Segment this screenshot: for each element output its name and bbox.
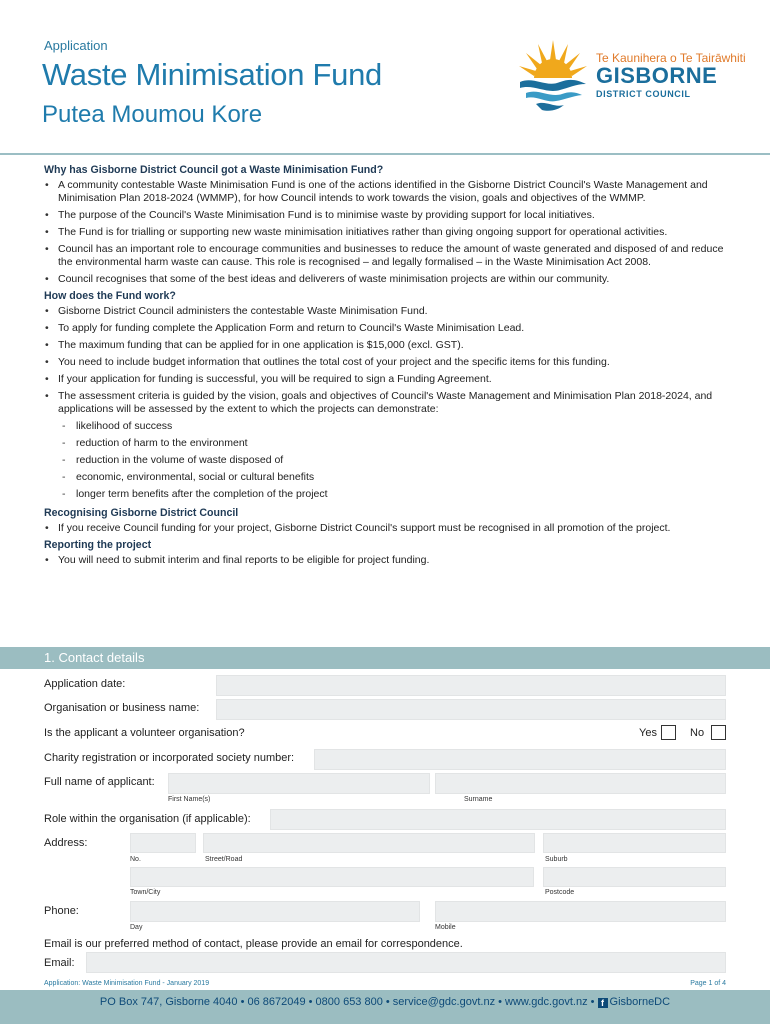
org-name-label: Organisation or business name: bbox=[44, 702, 200, 714]
list-item: • If you receive Council funding for your project, Gisborne District Council's support must be recognised in all promotion of the project. bbox=[44, 522, 734, 535]
page-subtitle: Putea Moumou Kore bbox=[42, 101, 263, 128]
surname-field[interactable] bbox=[435, 773, 726, 794]
email-field[interactable] bbox=[86, 952, 726, 973]
logo-tagline: Te Kaunihera o Te Tairāwhiti bbox=[596, 51, 746, 65]
email-label: Email: bbox=[44, 957, 75, 969]
suburb-caption: Suburb bbox=[545, 856, 568, 863]
suburb-field[interactable] bbox=[543, 833, 726, 853]
list-item: • Gisborne District Council administers the contestable Waste Minimisation Fund. bbox=[44, 305, 734, 318]
street-caption: Street/Road bbox=[205, 856, 243, 863]
footer-doc-title: Application: Waste Minimisation Fund - January 2019 bbox=[44, 980, 210, 987]
volunteer-question-label: Is the applicant a volunteer organisation? bbox=[44, 727, 245, 739]
page-title: Waste Minimisation Fund bbox=[42, 57, 382, 92]
footer-page-number: Page 1 of 4 bbox=[690, 980, 726, 987]
surname-caption: Surname bbox=[464, 796, 493, 803]
address-label: Address: bbox=[44, 837, 88, 849]
list-item: • You will need to submit interim and final reports to be eligible for project funding. bbox=[44, 554, 734, 567]
footer-contact-text: PO Box 747, Gisborne 4040 • 06 8672049 • 0800 653 800 • service@gdc.govt.nz • www.gdc.govt.nz • bbox=[99, 996, 595, 1008]
mobile-caption: Mobile bbox=[435, 924, 456, 931]
section-heading-recognising: Recognising Gisborne District Council bbox=[44, 507, 239, 519]
footer-facebook-handle[interactable]: GisborneDC bbox=[609, 996, 671, 1008]
section-heading-how: How does the Fund work? bbox=[44, 290, 176, 302]
criteria-item: - likelihood of success bbox=[58, 420, 734, 433]
section-heading-why: Why has Gisborne District Council got a Waste Minimisation Fund? bbox=[44, 164, 384, 176]
mobile-field[interactable] bbox=[435, 901, 726, 922]
logo-name: GISBORNE bbox=[596, 63, 718, 88]
sun-wave-logo-icon bbox=[516, 38, 590, 116]
list-item: • The maximum funding that can be applied for in one application is $15,000 (excl. GST). bbox=[44, 339, 734, 352]
document-type-label: Application bbox=[44, 38, 108, 53]
list-item: • To apply for funding complete the Application Form and return to Council's Waste Minimisation Lead. bbox=[44, 322, 734, 335]
page-header bbox=[0, 0, 770, 155]
section-title: 1. Contact details bbox=[44, 650, 145, 665]
application-date-field[interactable] bbox=[216, 675, 726, 696]
role-label: Role within the organisation (if applicable): bbox=[44, 813, 251, 825]
criteria-item: - reduction of harm to the environment bbox=[58, 437, 734, 450]
day-caption: Day bbox=[130, 924, 143, 931]
why-list bbox=[44, 179, 734, 286]
how-list bbox=[44, 305, 734, 501]
list-item bbox=[44, 390, 734, 501]
no-checkbox[interactable] bbox=[711, 725, 726, 740]
logo-subtitle: DISTRICT COUNCIL bbox=[596, 89, 691, 99]
header-divider bbox=[0, 153, 770, 155]
list-item-text: The assessment criteria is guided by the vision, goals and objectives of Council's Waste Management and Minimisation Plan 2018-2024, and applications will be assessed by the extent to which the projects can demonstrate: bbox=[58, 390, 713, 415]
facebook-icon: f bbox=[598, 998, 608, 1008]
charity-number-field[interactable] bbox=[314, 749, 726, 770]
phone-label: Phone: bbox=[44, 905, 79, 917]
criteria-list bbox=[58, 420, 734, 501]
postcode-caption: Postcode bbox=[545, 889, 575, 896]
street-field[interactable] bbox=[203, 833, 535, 853]
list-item: • You need to include budget information that outlines the total cost of your project and the specific items for this funding. bbox=[44, 356, 734, 369]
first-names-field[interactable] bbox=[168, 773, 430, 794]
no-label: No bbox=[690, 727, 705, 739]
list-item: • Council has an important role to encourage communities and businesses to reduce the amount of waste generated and disposed of and reduce the environmental harm waste can cause. This role is recognised – and legally formalised – in the Waste Minimisation Act 2008. bbox=[44, 243, 734, 269]
recognising-list bbox=[44, 522, 734, 535]
town-field[interactable] bbox=[130, 867, 534, 887]
postcode-field[interactable] bbox=[543, 867, 726, 887]
number-caption: No. bbox=[130, 856, 141, 863]
yes-checkbox[interactable] bbox=[661, 725, 676, 740]
full-name-label: Full name of applicant: bbox=[44, 776, 155, 788]
council-logo bbox=[516, 38, 746, 116]
footer-contact bbox=[0, 996, 770, 1008]
section-header-contact bbox=[0, 647, 770, 669]
org-name-field[interactable] bbox=[216, 699, 726, 720]
email-note: Email is our preferred method of contact, please provide an email for correspondence. bbox=[44, 938, 463, 950]
first-names-caption: First Name(s) bbox=[168, 796, 211, 803]
list-item: • If your application for funding is successful, you will be required to sign a Funding Agreement. bbox=[44, 373, 734, 386]
list-item: • A community contestable Waste Minimisation Fund is one of the actions identified in the Gisborne District Council's Waste Management and Minimisation Plan 2018-2024 (WMMP), for how Council intends to work towards the vision, goals and objectives of the WMMP. bbox=[44, 179, 734, 205]
footer-contact-bar bbox=[0, 990, 770, 1024]
list-item: • The Fund is for trialling or supporting new waste minimisation initiatives rather than giving ongoing support for operational activities. bbox=[44, 226, 734, 239]
list-item: • The purpose of the Council's Waste Minimisation Fund is to minimise waste by providing support for local initiatives. bbox=[44, 209, 734, 222]
section-heading-reporting: Reporting the project bbox=[44, 539, 152, 551]
day-phone-field[interactable] bbox=[130, 901, 420, 922]
address-number-field[interactable] bbox=[130, 833, 196, 853]
contact-details-form bbox=[0, 669, 770, 974]
criteria-item: - reduction in the volume of waste disposed of bbox=[58, 454, 734, 467]
list-item: • Council recognises that some of the best ideas and deliverers of waste minimisation projects are within our community. bbox=[44, 273, 734, 286]
town-caption: Town/City bbox=[130, 889, 161, 896]
criteria-item: - longer term benefits after the completion of the project bbox=[58, 488, 734, 501]
reporting-list bbox=[44, 554, 734, 567]
charity-number-label: Charity registration or incorporated society number: bbox=[44, 752, 295, 764]
intro-content bbox=[44, 162, 734, 571]
criteria-item: - economic, environmental, social or cultural benefits bbox=[58, 471, 734, 484]
yes-label: Yes bbox=[639, 727, 657, 739]
application-date-label: Application date: bbox=[44, 678, 126, 690]
role-field[interactable] bbox=[270, 809, 726, 830]
